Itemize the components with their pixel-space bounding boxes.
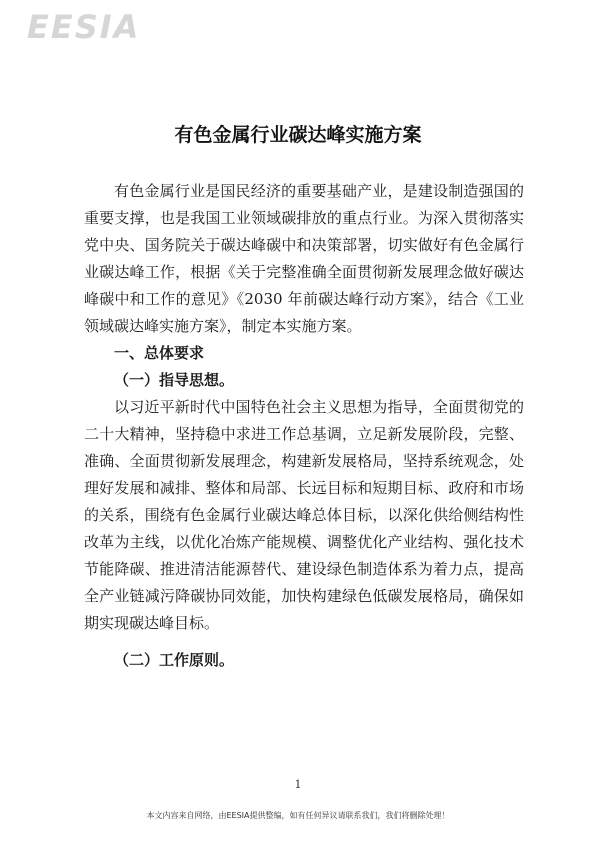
eesia-logo: EESIA	[27, 8, 141, 46]
guiding-ideology-paragraph: 以习近平新时代中国特色社会主义思想为指导，全面贯彻党的二十大精神，坚持稳中求进工作总基调，立足新发展阶段，完整、准确、全面贯彻新发展理念，构建新发展格局，坚持系统观念，处理好发展和减排、整体和局部、长远目标和短期目标、政府和市场的关系，围绕有色金属行业碳达峰总体目标，以深化供给侧结构性改革为主线，以优化冶炼产能规模、调整优化产业结构、强化技术节能降碳、推进清洁能源替代、建设绿色制造体系为着力点，提高全产业链减污降碳协同效能，加快构建绿色低碳发展格局，确保如期实现碳达峰目标。	[84, 398, 524, 632]
subsection-heading-guiding-ideology: （一）指导思想。	[114, 371, 235, 389]
document-title: 有色金属行业碳达峰实施方案	[174, 124, 422, 146]
document-body	[84, 178, 524, 674]
intro-paragraph: 有色金属行业是国民经济的重要基础产业，是建设制造强国的重要支撑，也是我国工业领域碳排放的重点行业。为深入贯彻落实党中央、国务院关于碳达峰碳中和决策部署，切实做好有色金属行业碳达峰工作，根据《关于完整准确全面贯彻新发展理念做好碳达峰碳中和工作的意见》《2030 年前碳达峰行动方案》，结合《工业领域碳达峰实施方案》，制定本实施方案。	[84, 182, 524, 335]
spacer	[84, 637, 524, 647]
page-number: 1	[294, 778, 302, 791]
section-heading-overall-requirements: 一、总体要求	[114, 344, 205, 362]
footer-disclaimer: 本文内容来自网络，由EESIA提供整编，如有任何异议请联系我们，我们将删除处理！	[146, 811, 450, 820]
subsection-heading-work-principles: （二）工作原则。	[114, 651, 235, 669]
